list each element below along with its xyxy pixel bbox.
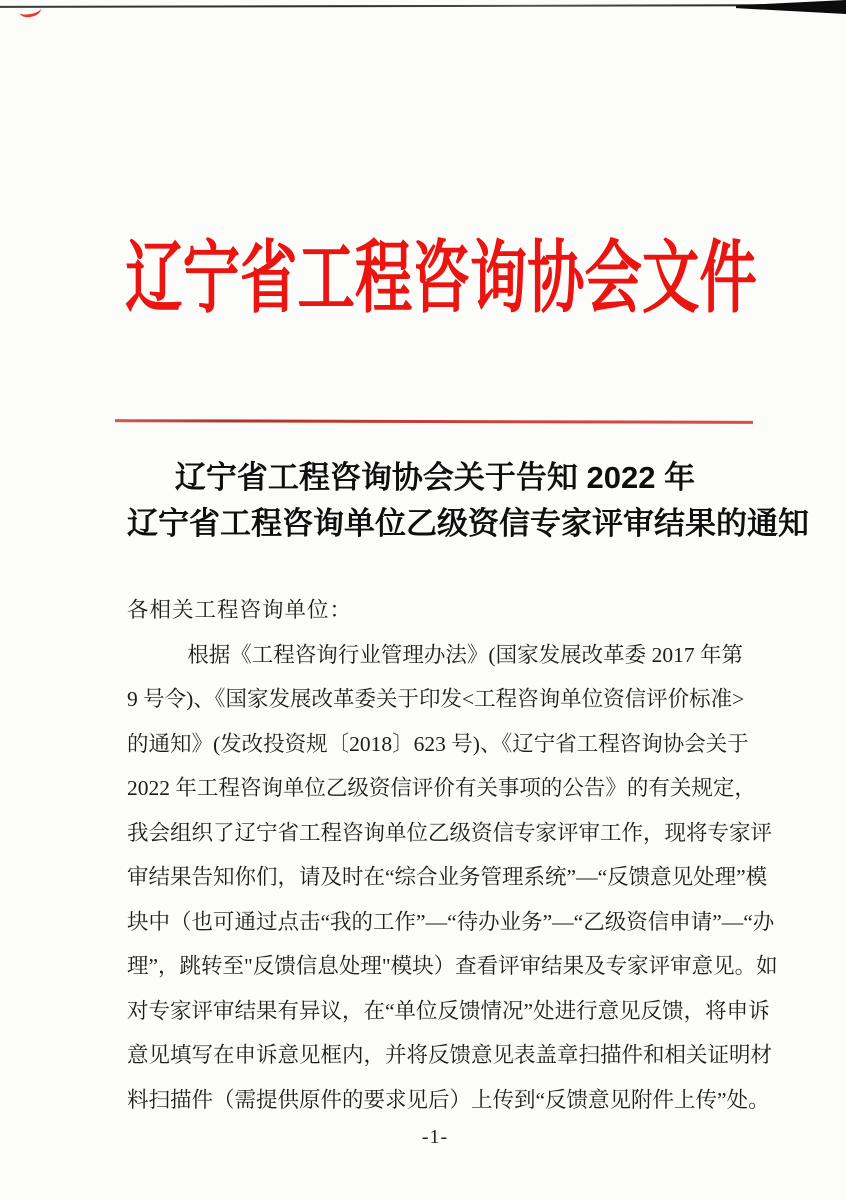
- body-line: 的通知》(发改投资规〔2018〕623 号)、《辽宁省工程咨询协会关于: [127, 731, 749, 756]
- red-pen-mark: [18, 1, 42, 19]
- body-line: 料扫描件（需提供原件的要求见后）上传到“反馈意见附件上传”处。: [127, 1087, 770, 1112]
- body-line: 块中（也可通过点击“我的工作”—“待办业务”—“乙级资信申请”—“办: [127, 909, 775, 934]
- document-body: [127, 588, 778, 1122]
- document-title-line-1: 辽宁省工程咨询协会关于告知 2022 年: [174, 460, 696, 495]
- body-line: 审结果告知你们，请及时在“综合业务管理系统”—“反馈意见处理”模: [127, 865, 768, 889]
- letterhead: [0, 214, 846, 323]
- page-number: -1-: [421, 1126, 449, 1148]
- scan-corner-artifact: [736, 0, 846, 14]
- body-line: 意见填写在申诉意见框内，并将反馈意见表盖章扫描件和相关证明材: [127, 1043, 773, 1067]
- body-line: 9 号令)、《国家发展改革委关于印发<工程咨询单位资信评价标准>: [127, 687, 745, 711]
- letterhead-divider-line: [115, 419, 753, 424]
- body-line: 对专家评审结果有异议，在“单位反馈情况”处进行意见反馈，将申诉: [127, 998, 770, 1023]
- body-line: 理”，跳转至"反馈信息处理"模块）查看评审结果及专家评审意见。如: [127, 954, 778, 978]
- letterhead-title: 辽宁省工程咨询协会文件: [125, 234, 757, 323]
- body-line: 我会组织了辽宁省工程咨询单位乙级资信专家评审工作，现将专家评: [127, 820, 773, 845]
- salutation: 各相关工程咨询单位：: [127, 598, 353, 622]
- body-line: 根据《工程咨询行业管理办法》(国家发展改革委 2017 年第: [187, 642, 743, 667]
- document-title: [127, 455, 809, 547]
- body-line: 2022 年工程咨询单位乙级资信评价有关事项的公告》的有关规定，: [127, 776, 756, 800]
- scan-edge-artifact: [0, 4, 846, 8]
- document-title-line-2: 辽宁省工程咨询单位乙级资信专家评审结果的通知: [127, 506, 809, 541]
